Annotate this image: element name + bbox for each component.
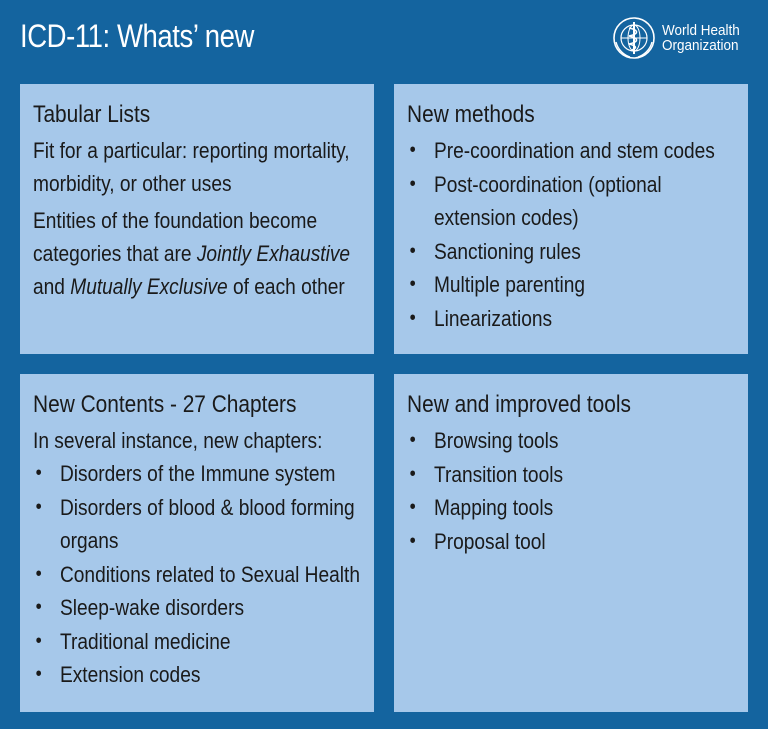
list-item-continuation: [33, 524, 364, 558]
panel-heading: New Contents - 27 Chapters: [33, 391, 297, 418]
emphasis-jointly-exhaustive: Jointly Exhaustive: [196, 241, 351, 266]
bullet-icon: •: [35, 562, 42, 585]
list-item: [407, 424, 738, 458]
text-segment: and: [33, 274, 71, 299]
bullet-icon: •: [409, 529, 416, 552]
panel-heading: New and improved tools: [407, 391, 631, 418]
list-item: [407, 302, 738, 336]
panel-new-tools: [394, 374, 748, 712]
list-item-label: Post-coordination (optional: [433, 171, 662, 197]
list-item-label: Disorders of blood & blood forming: [59, 494, 355, 520]
list-item-label: Disorders of the Immune system: [59, 461, 336, 486]
contents-intro: In several instance, new chapters:: [33, 428, 323, 453]
who-logo-line2: Organization: [662, 37, 739, 54]
text-line: Fit for a particular: reporting mortality,: [33, 138, 350, 163]
list-item-label: Sanctioning rules: [433, 238, 581, 264]
bullet-icon: •: [409, 306, 416, 329]
list-item: [33, 457, 364, 491]
list-item: [407, 235, 738, 269]
list-item: [33, 558, 364, 592]
list-item-label: organs: [59, 528, 119, 553]
list-item: [407, 458, 738, 492]
emphasis-mutually-exclusive: Mutually Exclusive: [70, 274, 228, 299]
list-item-label: Traditional medicine: [59, 628, 231, 654]
who-logo: [612, 16, 748, 60]
list-item-label: Multiple parenting: [433, 272, 586, 297]
panel-new-contents: [20, 374, 374, 712]
list-item-continuation: [407, 201, 738, 235]
page-title: ICD-11: Whats’ new: [20, 18, 254, 54]
contents-list: [33, 457, 364, 692]
list-item: [407, 525, 738, 559]
list-item-label: Mapping tools: [433, 495, 554, 520]
panel-heading: New methods: [407, 101, 535, 128]
bullet-icon: •: [35, 663, 42, 685]
list-item: [33, 591, 364, 625]
list-item: [407, 268, 738, 302]
panel-heading: Tabular Lists: [33, 101, 151, 128]
list-item-label: extension codes): [433, 205, 579, 230]
list-item: [407, 134, 738, 168]
bullet-icon: •: [35, 462, 42, 484]
who-emblem-icon: [612, 16, 656, 60]
bullet-icon: •: [409, 429, 416, 451]
list-item: [407, 168, 738, 202]
who-logo-line1: World Health: [662, 22, 740, 39]
bullet-icon: •: [409, 239, 416, 262]
list-item-label: Sleep-wake disorders: [59, 595, 245, 620]
list-item-label: Transition tools: [433, 461, 564, 487]
list-item-label: Linearizations: [433, 305, 553, 331]
paragraph-entities: [33, 204, 364, 303]
methods-list: [407, 134, 738, 335]
list-item: [33, 658, 364, 692]
panel-tabular-lists: [20, 84, 374, 354]
list-item-label: Proposal tool: [433, 528, 546, 554]
bullet-icon: •: [35, 629, 42, 652]
list-item-label: Extension codes: [59, 662, 201, 687]
bullet-icon: •: [35, 495, 42, 518]
who-logo-text: [662, 23, 740, 53]
panel-new-methods: [394, 84, 748, 354]
bullet-icon: •: [409, 172, 416, 195]
text-segment: categories that are: [33, 241, 197, 266]
list-item-label: Conditions related to Sexual Health: [59, 561, 361, 587]
list-item-label: Pre-coordination and stem codes: [433, 138, 715, 163]
text-line: [33, 237, 364, 270]
bullet-icon: •: [409, 273, 416, 295]
paragraph-fit: [33, 134, 364, 200]
bullet-icon: •: [409, 496, 416, 518]
list-item: [33, 491, 364, 525]
list-item-label: Browsing tools: [433, 428, 559, 453]
list-item: [33, 625, 364, 659]
bullet-icon: •: [409, 462, 416, 485]
text-segment: of each other: [227, 274, 345, 299]
list-item: [407, 491, 738, 525]
text-line: Entities of the foundation become: [33, 208, 318, 233]
bullet-icon: •: [35, 596, 42, 618]
tools-list: [407, 424, 738, 558]
bullet-icon: •: [409, 139, 416, 161]
text-line: morbidity, or other uses: [33, 171, 232, 196]
text-line: [33, 270, 364, 303]
